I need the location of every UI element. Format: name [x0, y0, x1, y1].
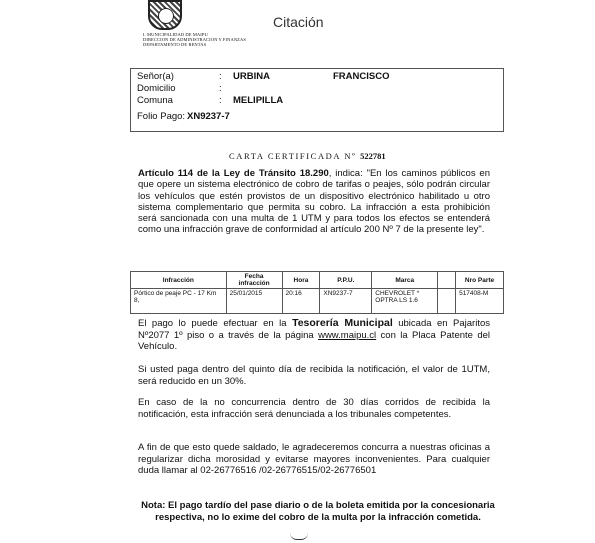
name-first: FRANCISCO [333, 71, 390, 82]
municipal-seal [148, 0, 182, 30]
table-header: P.P.U. [320, 272, 372, 289]
treasury-name: Tesorería Municipal [292, 317, 393, 329]
contact-paragraph: A fin de que esto quede saldado, le agradeceremos concurra a nuestras oficinas a regularizar dicha morosidad y evitarse mayores inconvenientes. Para cualquier duda llamar al 02-26776516 /02-26776515/02-26776501 [138, 442, 490, 476]
name-last: URBINA [233, 71, 270, 82]
table-cell [438, 289, 456, 314]
table-cell: 517408-M [456, 289, 504, 314]
name-label: Señor(a) [137, 71, 174, 82]
table-cell: Pórtico de peaje PC - 17 Km 8, [131, 289, 227, 314]
carta-certificada: CARTA CERTIFICADA Nº 522781 [229, 151, 386, 161]
article-heading: Artículo 114 de la Ley de Tránsito 18.290 [138, 168, 329, 179]
article-paragraph [138, 168, 490, 236]
address-label: Domicilio [137, 83, 176, 94]
table-cell: 25/01/2015 [226, 289, 282, 314]
table-cell: XN9237-7 [320, 289, 372, 314]
commune-label: Comuna [137, 95, 173, 106]
folio-value: XN9237-7 [187, 111, 230, 122]
table-header: Hora [282, 272, 320, 289]
table-header: Infracción [131, 272, 227, 289]
table-cell: CHEVROLET * OPTRA LS 1.6 [372, 289, 438, 314]
carta-number: 522781 [360, 151, 386, 161]
table-row [131, 289, 504, 314]
municipality-header [143, 32, 246, 47]
table-header: Fecha infracción [226, 272, 282, 289]
commune-value: MELIPILLA [233, 95, 284, 106]
municipality-line: I. MUNICIPALIDAD DE MAIPU [143, 32, 208, 37]
tribunal-paragraph: En caso de la no concurrencia dentro de 30 días corridos de recibida la notificación, esta infracción será denunciada a los tribunales competentes. [138, 397, 490, 420]
website-link[interactable]: www.maipu.cl [318, 329, 377, 341]
payment-paragraph: El pago lo puede efectuar en la Tesorería Municipal ubicada en Pajaritos Nº2077 1º piso o a través de la página www.maipu.cl con la Placa Patente del Vehículo. [138, 317, 491, 352]
folio-label: Folio Pago: [137, 111, 186, 122]
recipient-box: Señor(a) : URBINA FRANCISCO Domicilio : Comuna : MELIPILLA Folio Pago: XN9237-7 [130, 68, 504, 132]
table-header: Marca [372, 272, 438, 289]
note: Nota: El pago tardío del pase diario o de la boleta emitida por la concesionaria respectiva, no lo exime del cobro de la multa por la infracción cometida. [141, 500, 495, 523]
department-line: DIRECCION DE ADMINISTRACION Y FINANZAS [143, 37, 246, 42]
discount-paragraph: Si usted paga dentro del quinto día de recibida la notificación, el valor de 1UTM, será reducido en un 30%. [138, 364, 490, 387]
handwritten-mark [290, 533, 308, 540]
table-header-row [131, 272, 504, 289]
infraction-table [130, 271, 504, 314]
article-text: , indica: "En los caminos públicos en que opere un sistema electrónico de cobro de tarifas o peajes, sólo podrán circular los vehículos que estén provistos de un dispositivo electrónico habilitado u otro sistema complementario que permita su cobro. La infracción a esta prohibición será sancionada con una multa de 1 UTM y para todos los efectos se entenderá como una infracción grave de conformidad al artículo 200 Nº 7 de la presente ley". [138, 168, 490, 236]
department-line: DEPARTAMENTO DE RENTAS [143, 42, 207, 47]
table-cell: 20:16 [282, 289, 320, 314]
page-title: Citación [273, 14, 324, 30]
table-header: Nro Parte [456, 272, 504, 289]
table-header [438, 272, 456, 289]
